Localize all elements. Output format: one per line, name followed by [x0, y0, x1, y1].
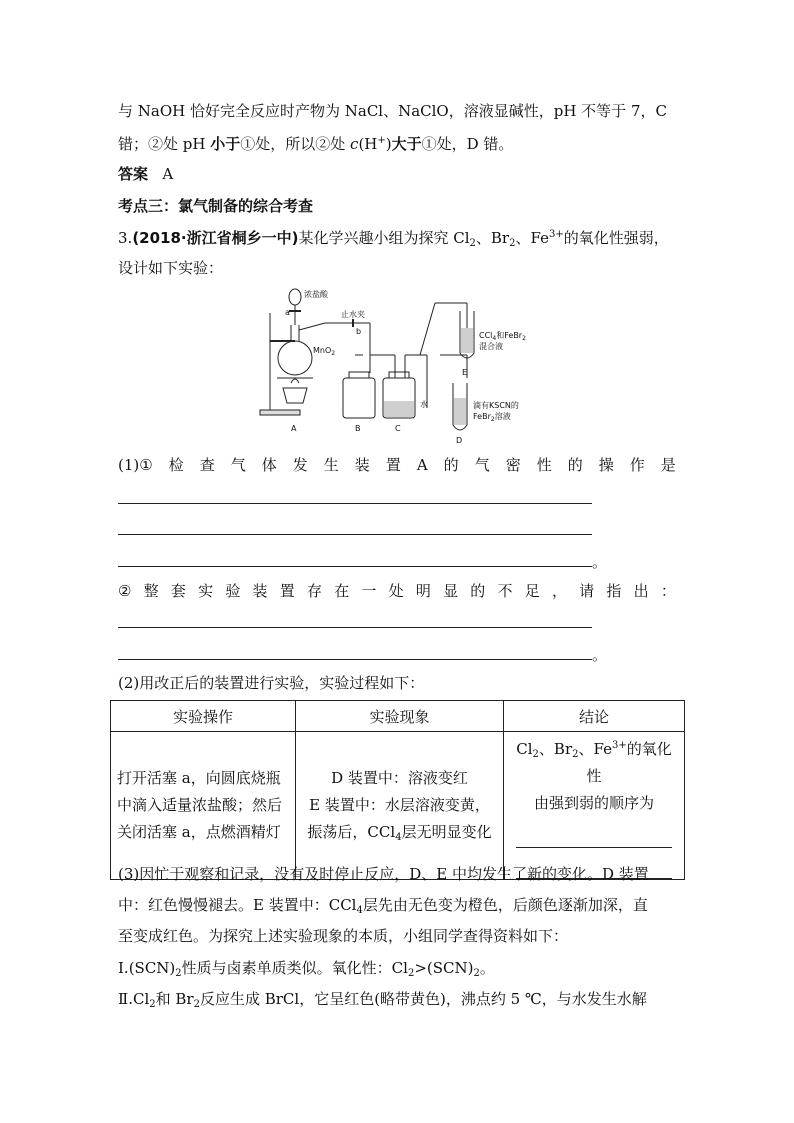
label-ccl4: CCl$_4$和FeBr$_2$	[479, 331, 526, 342]
cell-line: 关闭活塞 a，点燃酒精灯	[117, 823, 281, 841]
question-char: 在	[334, 582, 350, 600]
subscript: 4	[356, 905, 363, 916]
question-char: 一	[361, 582, 377, 600]
subscript: 2	[509, 238, 516, 249]
question-char: 气	[230, 456, 246, 474]
answer-line	[118, 163, 173, 185]
question-char: 指	[606, 582, 622, 600]
subscript: 2	[175, 968, 182, 979]
emphasis: 小于	[210, 135, 241, 153]
superscript: 3+	[548, 229, 564, 240]
answer-label: 答案	[118, 165, 149, 183]
table-row	[111, 732, 685, 880]
question-char: 装	[354, 456, 370, 474]
text-line: 至变成红色。为探究上述实验现象的本质，小组同学查得资料如下：	[118, 927, 569, 945]
label-water: 水	[420, 400, 428, 409]
question-char: 的	[567, 456, 583, 474]
label-mix: 混合液	[479, 342, 503, 351]
text-span: 层无明显变化	[401, 823, 492, 841]
text-line	[118, 894, 648, 916]
question-char: 出	[633, 582, 649, 600]
answer-blank[interactable]	[118, 534, 592, 535]
question-char: 验	[225, 582, 241, 600]
label-D: D	[456, 436, 463, 445]
question-char: 是	[660, 456, 676, 474]
header-conclusion: 结论	[504, 701, 685, 732]
subscript: 2	[532, 749, 539, 760]
label-a: a	[285, 308, 290, 317]
label-A: A	[291, 424, 297, 433]
text-span: 、Fe	[515, 229, 549, 247]
iron-stand	[260, 313, 300, 415]
subscript: 2	[193, 999, 200, 1010]
question-char: 密	[505, 456, 521, 474]
test-tube-d	[453, 383, 467, 430]
question-char: 检	[168, 456, 184, 474]
question-char: 体	[261, 456, 277, 474]
text-span: 的氧化性强弱，	[563, 229, 669, 247]
text-span: >(SCN)	[414, 959, 474, 977]
separatory-funnel	[289, 289, 301, 325]
question-char: 的	[443, 456, 459, 474]
text-line	[118, 988, 647, 1010]
text-span: 、Fe	[578, 740, 612, 758]
superscript: +	[377, 135, 386, 146]
superscript: 3+	[611, 740, 627, 751]
subscript: 2	[469, 238, 476, 249]
answer-blank[interactable]	[118, 659, 592, 660]
question-char: 装	[252, 582, 268, 600]
emphasis: 大于	[391, 135, 422, 153]
question-char: 气	[474, 456, 490, 474]
text-span: ①处，所以②处	[240, 135, 351, 153]
question-1-1	[118, 454, 676, 476]
question-char: ，	[551, 582, 567, 600]
answer-blank[interactable]	[118, 566, 592, 567]
text-span: 振荡后，CCl	[307, 823, 396, 841]
period: 。	[592, 553, 608, 571]
question-char: (1)①	[118, 456, 153, 474]
cell-line	[302, 819, 497, 846]
bottle-c	[383, 372, 415, 418]
text-span: Ⅰ.(SCN)	[118, 959, 176, 977]
question-char: 足	[524, 582, 540, 600]
answer-value: A	[162, 165, 174, 183]
subscript: 2	[407, 968, 415, 979]
cell-line: E 装置中：水层溶液变黄，	[309, 796, 490, 814]
question-char: 的	[470, 582, 486, 600]
question-char: 明	[415, 582, 431, 600]
question-char: ②	[118, 582, 132, 600]
cell-line: 由强到弱的顺序为	[533, 794, 654, 812]
subscript: 2	[473, 968, 480, 979]
header-operation: 实验操作	[111, 701, 296, 732]
text-span: 某化学兴趣小组为探究 Cl	[298, 229, 470, 247]
question-char: 生	[323, 456, 339, 474]
label-clamp: 止水夹	[341, 310, 365, 319]
answer-blank[interactable]	[118, 627, 592, 628]
text-span: 中：红色慢慢褪去。E 装置中：CCl	[118, 896, 357, 914]
text-span: 和 Br	[155, 990, 194, 1008]
cell-line: D 装置中：溶液变红	[331, 769, 468, 787]
cell-phenomenon	[296, 732, 504, 880]
text-span: 性质与卤素单质类似。氧化性：Cl	[181, 959, 408, 977]
subscript: 2	[149, 999, 156, 1010]
question-char: 不	[497, 582, 513, 600]
text-span: 层先由无色变为橙色，后颜色逐渐加深，直	[362, 896, 648, 914]
period: 。	[592, 646, 608, 664]
label-hcl: 浓盐酸	[304, 290, 328, 299]
question-char: 性	[536, 456, 552, 474]
question-source: (2018·浙江省桐乡一中)	[132, 229, 299, 247]
text-line	[118, 133, 513, 155]
label-febr2: FeBr$_2$溶液	[473, 412, 511, 423]
cell-line: 打开活塞 a，向圆底烧瓶	[117, 769, 281, 787]
question-number: 3.	[118, 229, 133, 247]
question-char: 置	[279, 582, 295, 600]
question-char: 操	[598, 456, 614, 474]
cell-operation	[111, 732, 296, 880]
table-header-row	[111, 701, 685, 732]
subscript: 4	[395, 832, 402, 843]
text-line: 与 NaOH 恰好完全反应时产物为 NaCl、NaClO，溶液显碱性，pH 不等于 7，C	[118, 102, 667, 120]
text-line: 设计如下实验：	[118, 259, 224, 277]
label-B: B	[355, 424, 361, 433]
cell-line: 中滴入适量浓盐酸；然后	[117, 796, 283, 814]
header-phenomenon: 实验现象	[296, 701, 504, 732]
text-line: (3)因忙于观察和记录，没有及时停止反应，D、E 中均发生了新的变化。D 装置	[118, 865, 649, 883]
conclusion-blank[interactable]	[516, 847, 672, 848]
apparatus-diagram	[255, 283, 565, 448]
text-span: 错；②处 pH	[118, 135, 211, 153]
text-span: 。	[479, 959, 495, 977]
text-span: ①处，D 错。	[421, 135, 514, 153]
label-E: E	[462, 368, 468, 377]
question-char: 请	[579, 582, 595, 600]
symbol: c	[350, 135, 359, 153]
text-span: Cl	[516, 740, 533, 758]
question-char: 查	[199, 456, 215, 474]
text-span: Ⅱ.Cl	[118, 990, 150, 1008]
question-char: 处	[388, 582, 404, 600]
question-char: A	[416, 456, 428, 474]
subscript: 2	[572, 749, 579, 760]
question-char: 存	[306, 582, 322, 600]
text-span: 反应生成 BrCl，它呈红色(略带黄色)，沸点约 5 ℃，与水发生水解	[199, 990, 647, 1008]
text-line	[118, 957, 495, 979]
question-char: 实	[198, 582, 214, 600]
experiment-table	[110, 700, 685, 880]
label-C: C	[395, 424, 401, 433]
section-title: 考点三：氯气制备的综合考查	[118, 197, 314, 215]
label-mno2: MnO$_2$	[313, 346, 336, 357]
question-1-2	[118, 580, 676, 602]
alcohol-lamp	[277, 378, 313, 403]
cell-conclusion	[504, 732, 685, 880]
text-span: )	[385, 135, 392, 153]
question-char: 显	[443, 582, 459, 600]
question-char: 套	[170, 582, 186, 600]
text-span: 的氧化性	[586, 740, 672, 785]
cell-line	[510, 736, 678, 790]
label-b: b	[356, 327, 362, 336]
text-span: 、Br	[475, 229, 510, 247]
bottle-b	[343, 372, 375, 418]
text-span: 、Br	[538, 740, 573, 758]
question-char: 作	[629, 456, 645, 474]
text-span: (H	[358, 135, 378, 153]
question-char: 发	[292, 456, 308, 474]
label-kscn: 滴有KSCN的	[473, 401, 519, 410]
answer-blank[interactable]	[118, 503, 592, 504]
question-3-line	[118, 227, 669, 249]
question-2: (2)用改正后的装置进行实验，实验过程如下：	[118, 674, 425, 692]
question-char: 置	[385, 456, 401, 474]
question-char: ：	[660, 582, 676, 600]
question-char: 整	[143, 582, 159, 600]
